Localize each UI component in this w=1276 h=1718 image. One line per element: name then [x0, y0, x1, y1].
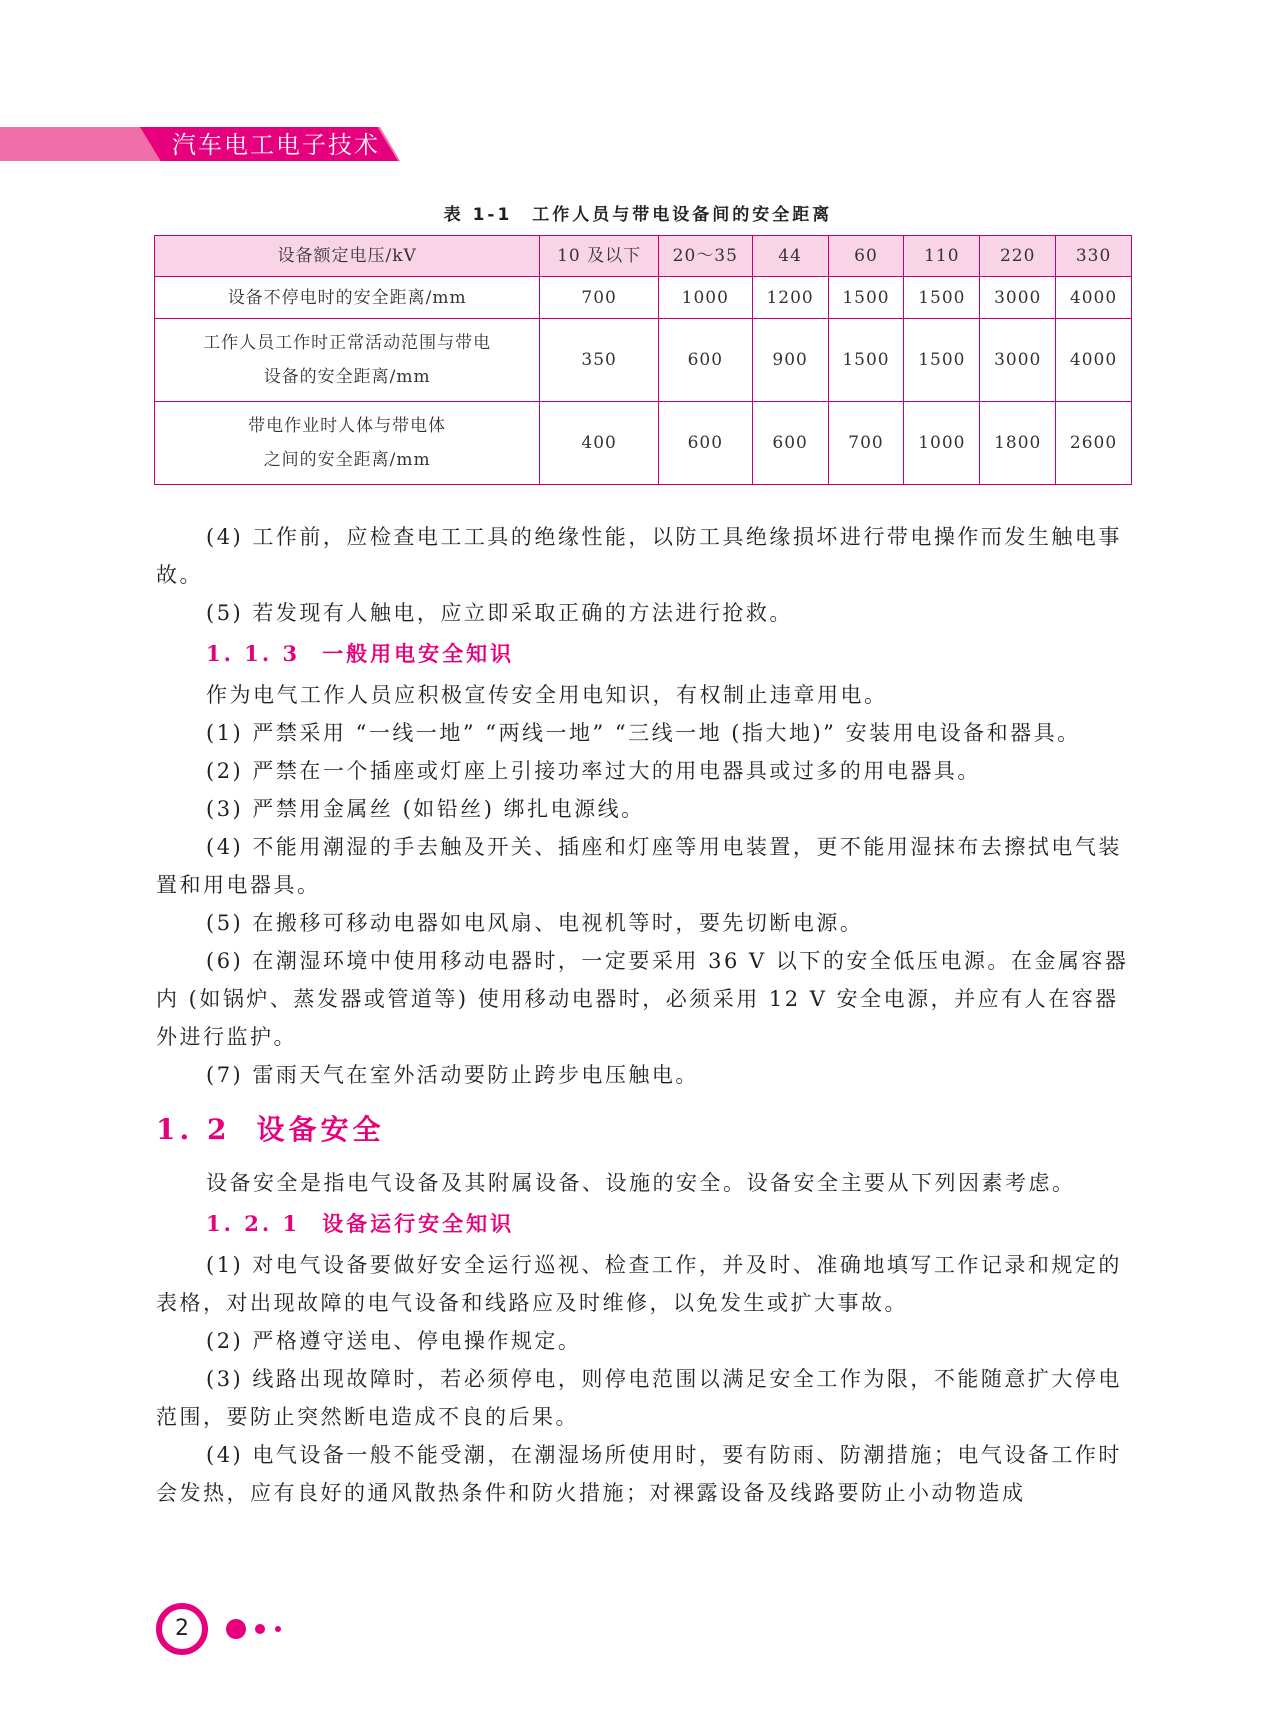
table-header-cell: 44 [752, 236, 828, 277]
table-cell: 3000 [980, 277, 1056, 319]
paragraph: (4) 工作前，应检查电工工具的绝缘性能，以防工具绝缘损坏进行带电操作而发生触电事故。 [156, 525, 1122, 587]
row-label [155, 277, 540, 319]
row-label [155, 402, 540, 485]
heading-title: 一般用电安全知识 [322, 641, 515, 666]
table-header-cell: 设备额定电压/kV [155, 236, 540, 277]
table-cell: 1000 [658, 277, 752, 319]
table-cell: 1800 [980, 402, 1056, 485]
paragraph: (1) 对电气设备要做好安全运行巡视、检查工作，并及时、准确地填写工作记录和规定的表格，对出现故障的电气设备和线路应及时维修，以免发生或扩大事故。 [156, 1253, 1122, 1315]
table-row [155, 402, 1132, 485]
table-header-cell: 110 [904, 236, 980, 277]
decorative-dot [255, 1624, 265, 1634]
table-cell: 700 [828, 402, 904, 485]
subsection-heading-1-1-3 [156, 632, 1132, 676]
section-heading-1-2 [156, 1108, 1132, 1152]
table-cell: 1200 [752, 277, 828, 319]
paragraph: (7) 雷雨天气在室外活动要防止跨步电压触电。 [206, 1063, 699, 1087]
paragraph: (5) 在搬移可移动电器如电风扇、电视机等时，要先切断电源。 [206, 911, 864, 935]
decorative-dot [275, 1626, 281, 1632]
heading-title: 设备安全 [256, 1113, 385, 1146]
paragraph: (4) 电气设备一般不能受潮，在潮湿场所使用时，要有防雨、防潮措施；电气设备工作时会发热，应有良好的通风散热条件和防火措施；对裸露设备及线路要防止小动物造成 [156, 1443, 1122, 1505]
table-cell: 400 [540, 402, 659, 485]
paragraph: (2) 严禁在一个插座或灯座上引接功率过大的用电器具或过多的用电器具。 [206, 759, 981, 783]
heading-title: 设备运行安全知识 [322, 1211, 515, 1236]
page-number: 2 [156, 1603, 208, 1655]
row-label-line: 之间的安全距离/mm [263, 450, 431, 471]
paragraph: (5) 若发现有人触电，应立即采取正确的方法进行抢救。 [206, 601, 793, 625]
subsection-heading-1-2-1 [156, 1202, 1132, 1246]
row-label-line: 带电作业时人体与带电体 [248, 416, 447, 437]
table-cell: 700 [540, 277, 659, 319]
table-cell: 350 [540, 319, 659, 402]
table-header-cell: 20～35 [658, 236, 752, 277]
paragraph: (6) 在潮湿环境中使用移动电器时，一定要采用 36 V 以下的安全低压电源。在金属容器内 (如锅炉、蒸发器或管道等) 使用移动电器时，必须采用 12 V 安全电源，并应有人在容器外进行监护。 [156, 949, 1129, 1049]
heading-number: 1. 2. 1 [206, 1211, 301, 1236]
table-cell: 4000 [1056, 319, 1132, 402]
heading-number: 1. 1. 3 [206, 641, 301, 666]
decorative-dot [226, 1619, 246, 1639]
paragraph: (3) 严禁用金属丝 (如铅丝) 绑扎电源线。 [206, 797, 645, 821]
table-header-cell: 330 [1056, 236, 1132, 277]
table-header-cell: 10 及以下 [540, 236, 659, 277]
table-caption: 表 1-1 工作人员与带电设备间的安全距离 [443, 205, 833, 225]
safety-distance-table [154, 235, 1132, 485]
table-cell: 900 [752, 319, 828, 402]
table-cell: 1500 [904, 319, 980, 402]
running-header-title: 汽车电工电子技术 [172, 131, 380, 159]
row-label-line: 设备不停电时的安全距离/mm [227, 287, 467, 308]
table-cell: 3000 [980, 319, 1056, 402]
table-cell: 1500 [828, 319, 904, 402]
row-label [155, 319, 540, 402]
table-row [155, 319, 1132, 402]
table-cell: 600 [658, 402, 752, 485]
table-cell: 1500 [828, 277, 904, 319]
paragraph: (4) 不能用潮湿的手去触及开关、插座和灯座等用电装置，更不能用湿抹布去擦拭电气装置和用电器具。 [156, 835, 1122, 897]
table-cell: 2600 [1056, 402, 1132, 485]
table-row [155, 277, 1132, 319]
row-label-line: 设备的安全距离/mm [263, 367, 431, 388]
table-cell: 1000 [904, 402, 980, 485]
heading-number: 1. 2 [156, 1113, 231, 1146]
paragraph: 设备安全是指电气设备及其附属设备、设施的安全。设备安全主要从下列因素考虑。 [206, 1171, 1076, 1195]
table-cell: 4000 [1056, 277, 1132, 319]
table-cell: 600 [752, 402, 828, 485]
paragraph: (2) 严格遵守送电、停电操作规定。 [206, 1329, 582, 1353]
paragraph: (1) 严禁采用 “一线一地” “两线一地” “三线一地 (指大地)” 安装用电设备和器具。 [206, 721, 1081, 745]
body-text [156, 518, 1132, 1512]
table-header-cell: 220 [980, 236, 1056, 277]
paragraph: 作为电气工作人员应积极宣传安全用电知识，有权制止违章用电。 [206, 683, 888, 707]
table-cell: 600 [658, 319, 752, 402]
table-cell: 1500 [904, 277, 980, 319]
table-header-row [155, 236, 1132, 277]
table-header-cell: 60 [828, 236, 904, 277]
row-label-line: 工作人员工作时正常活动范围与带电 [203, 333, 492, 354]
paragraph: (3) 线路出现故障时，若必须停电，则停电范围以满足安全工作为限，不能随意扩大停电范围，要防止突然断电造成不良的后果。 [156, 1367, 1122, 1429]
